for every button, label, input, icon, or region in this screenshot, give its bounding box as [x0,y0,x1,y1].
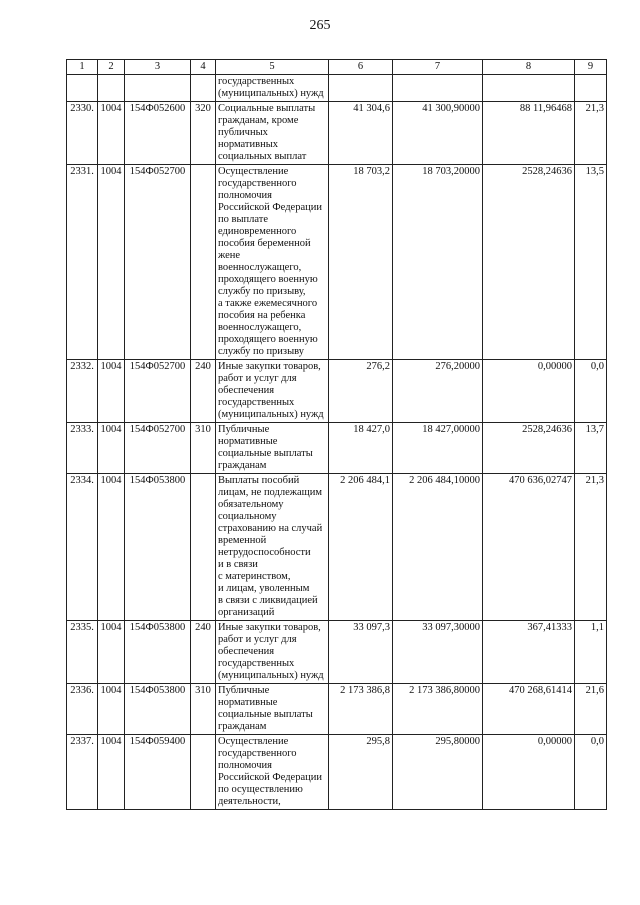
column-header: 9 [575,60,607,75]
row-approved-amount: 2 173 386,80000 [393,684,483,735]
row-section: 1004 [98,735,125,810]
name-line: службу по призыву [218,346,304,357]
budget-table [66,59,607,810]
row-percent: 13,5 [575,165,607,360]
name-line: социальные выплаты [218,448,313,459]
row-name [216,735,329,810]
name-line: гражданам [218,460,267,471]
row-percent: 0,0 [575,360,607,423]
name-line: страхованию на случай [218,523,323,534]
row-section: 1004 [98,474,125,621]
name-line: (муниципальных) нужд [218,409,324,420]
name-line: пособия на ребенка [218,310,306,321]
row-executed-amount: 0,00000 [483,735,575,810]
name-line: государственных [218,658,295,669]
row-number: 2334. [67,474,98,621]
row-section: 1004 [98,684,125,735]
row-approved-amount: 33 097,30000 [393,621,483,684]
row-name [216,75,329,102]
name-line: военнослужащего, [218,322,302,333]
name-line: Иные закупки товаров, [218,622,321,633]
row-name [216,621,329,684]
continuation-row [67,75,607,102]
name-line: Осуществление [218,166,289,177]
name-line: пособия беременной [218,238,311,249]
row-number: 2336. [67,684,98,735]
name-line: (муниципальных) нужд [218,88,324,99]
row-percent: 1,1 [575,621,607,684]
name-line: с материнством, [218,571,291,582]
row-number: 2330. [67,102,98,165]
row-target-article: 154Ф052700 [125,423,191,474]
column-header: 5 [216,60,329,75]
row-target-article: 154Ф052700 [125,360,191,423]
name-line: Иные закупки товаров, [218,361,321,372]
row-section: 1004 [98,102,125,165]
name-line: проходящего военную [218,334,318,345]
page-number: 265 [309,18,331,33]
row-section: 1004 [98,423,125,474]
row-target-article: 154Ф053800 [125,474,191,621]
name-line: по осуществлению [218,784,303,795]
column-header: 2 [98,60,125,75]
row-executed-amount: 88 11,96468 [483,102,575,165]
name-line: социальные выплаты [218,709,313,720]
row-name [216,165,329,360]
name-line: по выплате [218,214,269,225]
name-line: государственных [218,397,295,408]
name-line: гражданам, кроме [218,115,299,126]
row-target-article: 154Ф052600 [125,102,191,165]
table-row [67,735,607,810]
header-row [67,60,607,75]
name-line: государственного [218,178,297,189]
name-line: гражданам [218,721,267,732]
row-percent: 0,0 [575,735,607,810]
name-line: жене [218,250,241,261]
row-approved-amount: 295,80000 [393,735,483,810]
row-expense-type: 310 [191,423,216,474]
name-line: социальному [218,511,277,522]
row-section: 1004 [98,621,125,684]
row-number: 2337. [67,735,98,810]
name-line: Социальные выплаты [218,103,316,114]
row-expense-type [191,474,216,621]
row-number: 2333. [67,423,98,474]
table-row [67,360,607,423]
row-executed-amount: 367,41333 [483,621,575,684]
table-row [67,423,607,474]
row-plan-amount: 18 703,2 [329,165,393,360]
name-line: государственного [218,748,297,759]
row-executed-amount: 470 268,61414 [483,684,575,735]
table-row [67,102,607,165]
row-expense-type: 320 [191,102,216,165]
name-line: в связи с ликвидацией [218,595,318,606]
row-number: 2332. [67,360,98,423]
row-plan-amount: 295,8 [329,735,393,810]
name-line: социальных выплат [218,151,307,162]
name-line: (муниципальных) нужд [218,670,324,681]
name-line: и лицам, уволенным [218,583,310,594]
name-line: Российской Федерации [218,202,322,213]
row-name [216,360,329,423]
name-line: нормативных [218,139,279,150]
name-line: военнослужащего, [218,262,302,273]
name-line: нормативные [218,436,278,447]
column-header: 1 [67,60,98,75]
name-line: единовременного [218,226,297,237]
row-expense-type: 310 [191,684,216,735]
name-line: публичных [218,127,268,138]
row-section: 1004 [98,360,125,423]
name-line: Выплаты пособий [218,475,300,486]
name-line: временной [218,535,267,546]
row-expense-type [191,735,216,810]
row-target-article: 154Ф053800 [125,621,191,684]
row-target-article: 154Ф053800 [125,684,191,735]
row-plan-amount: 2 206 484,1 [329,474,393,621]
name-line: Российской Федерации [218,772,322,783]
column-header: 3 [125,60,191,75]
row-name [216,684,329,735]
row-expense-type [191,165,216,360]
row-plan-amount: 276,2 [329,360,393,423]
name-line: службу по призыву, [218,286,306,297]
row-executed-amount: 2528,24636 [483,423,575,474]
name-line: организаций [218,607,275,618]
row-approved-amount: 18 427,00000 [393,423,483,474]
name-line: Публичные [218,424,270,435]
name-line: работ и услуг для [218,373,297,384]
row-target-article: 154Ф052700 [125,165,191,360]
column-header: 8 [483,60,575,75]
name-line: нетрудоспособности [218,547,311,558]
name-line: государственных [218,76,295,87]
row-approved-amount: 276,20000 [393,360,483,423]
name-line: полномочия [218,760,272,771]
row-name [216,474,329,621]
name-line: проходящего военную [218,274,318,285]
name-line: Публичные [218,685,270,696]
row-plan-amount: 18 427,0 [329,423,393,474]
table-row [67,165,607,360]
row-target-article: 154Ф059400 [125,735,191,810]
name-line: а также ежемесячного [218,298,318,309]
row-executed-amount: 470 636,02747 [483,474,575,621]
table-row [67,684,607,735]
row-plan-amount: 33 097,3 [329,621,393,684]
name-line: деятельности, [218,796,281,807]
row-name [216,423,329,474]
row-approved-amount: 2 206 484,10000 [393,474,483,621]
table-row [67,474,607,621]
table-body [67,75,607,810]
name-line: обеспечения [218,385,275,396]
row-approved-amount: 41 300,90000 [393,102,483,165]
column-header: 7 [393,60,483,75]
name-line: обеспечения [218,646,275,657]
row-percent: 21,3 [575,474,607,621]
name-line: обязательному [218,499,284,510]
column-header: 6 [329,60,393,75]
name-line: нормативные [218,697,278,708]
row-approved-amount: 18 703,20000 [393,165,483,360]
row-percent: 21,6 [575,684,607,735]
row-executed-amount: 0,00000 [483,360,575,423]
name-line: работ и услуг для [218,634,297,645]
row-executed-amount: 2528,24636 [483,165,575,360]
row-percent: 13,7 [575,423,607,474]
row-name [216,102,329,165]
row-number: 2331. [67,165,98,360]
table-row [67,621,607,684]
row-number: 2335. [67,621,98,684]
name-line: Осуществление [218,736,289,747]
row-percent: 21,3 [575,102,607,165]
row-expense-type: 240 [191,621,216,684]
row-expense-type: 240 [191,360,216,423]
column-header: 4 [191,60,216,75]
name-line: и в связи [218,559,258,570]
name-line: лицам, не подлежащим [218,487,323,498]
row-section: 1004 [98,165,125,360]
row-plan-amount: 2 173 386,8 [329,684,393,735]
name-line: полномочия [218,190,272,201]
row-plan-amount: 41 304,6 [329,102,393,165]
